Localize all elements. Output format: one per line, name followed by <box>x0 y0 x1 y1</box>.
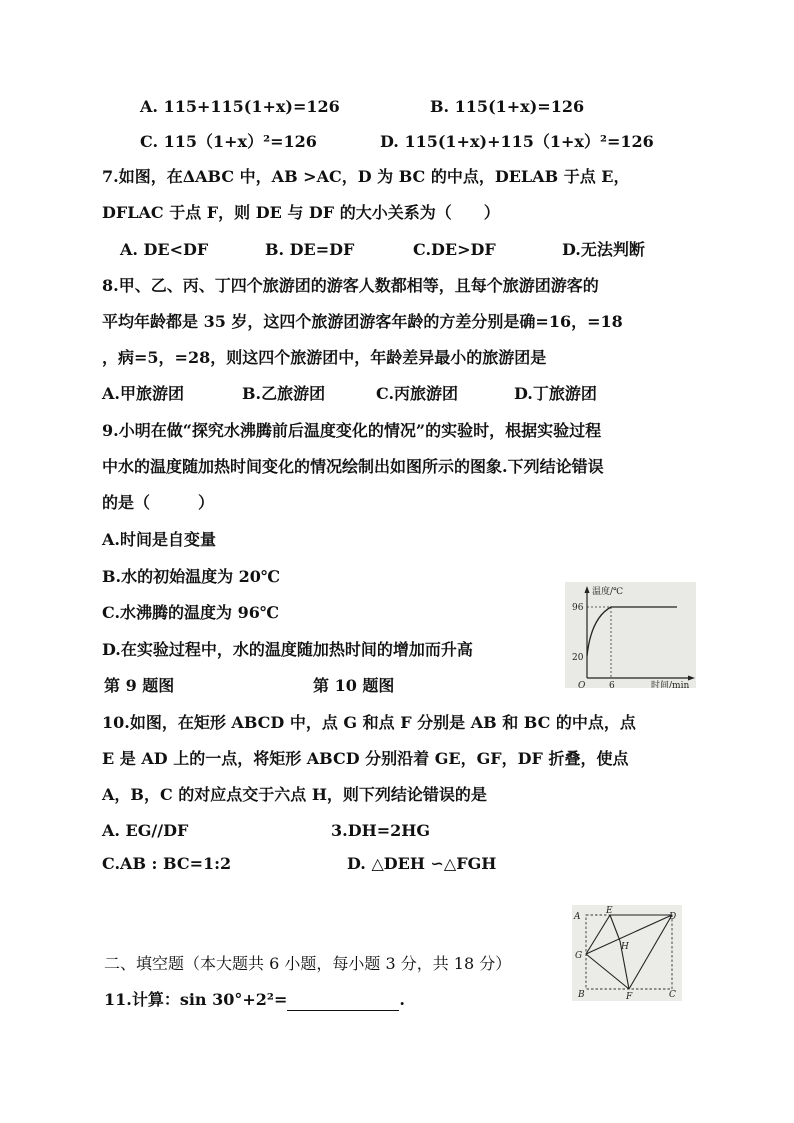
q7-option-c: C.DE>DF <box>413 240 496 259</box>
line-gf <box>586 954 629 989</box>
q8-option-c: C.丙旅游团 <box>376 384 459 403</box>
q6-option-b: B. 115(1+x)=126 <box>430 97 585 116</box>
label-e: E <box>606 906 613 916</box>
q7-stem-line2: DFLAC 于点 F，则 DE 与 DF 的大小关系为（ ） <box>102 203 500 222</box>
q7-option-a: A. DE<DF <box>120 240 209 259</box>
fig9-caption: 第 9 题图 <box>104 676 175 695</box>
x-tick-6: 6 <box>609 681 615 688</box>
section-2-title: 二、填空题（本大题共 6 小题，每小题 3 分，共 18 分） <box>104 954 512 973</box>
q8-stem-line1: 8.甲、乙、丙、丁四个旅游团的游客人数都相等，且每个旅游团游客的 <box>102 276 599 295</box>
origin-label: O <box>578 681 586 688</box>
q9-stem-line2: 中水的温度随加热时间变化的情况绘制出如图所示的图象.下列结论错误 <box>102 457 604 476</box>
q8-stem-line3: ，病=5，=28，则这四个旅游团中，年龄差异最小的旅游团是 <box>102 348 547 367</box>
q10-option-c: C.AB : BC=1:2 <box>102 854 232 873</box>
q8-option-a: A.甲旅游团 <box>102 384 184 403</box>
rectangle-fold-svg <box>572 905 682 1001</box>
q7-stem-line1: 7.如图，在ΔABC 中，AB >AC，D 为 BC 的中点，DELAB 于点 E， <box>102 167 630 186</box>
q10-stem-line1: 10.如图，在矩形 ABCD 中，点 G 和点 F 分别是 AB 和 BC 的中点，点 <box>102 713 636 732</box>
q7-option-b: B. DE=DF <box>265 240 355 259</box>
q6-option-a: A. 115+115(1+x)=126 <box>140 97 340 116</box>
q11-stem <box>104 989 405 1011</box>
q10-option-d: D. △DEH ∽△FGH <box>347 854 497 873</box>
q9-option-d: D.在实验过程中，水的温度随加热时间的增加而升高 <box>102 640 473 659</box>
line-eh <box>610 915 620 941</box>
q10-stem-line2: E 是 AD 上的一点，将矩形 ABCD 分别沿着 GE，GF，DF 折叠，使点 <box>102 749 629 768</box>
rectangle-abcd <box>586 915 672 989</box>
line-df <box>629 915 672 989</box>
label-g: G <box>575 951 583 961</box>
q11-period: . <box>399 990 405 1009</box>
q9-stem-line3: 的是（ ） <box>102 493 215 512</box>
rectangle-fold-figure <box>572 905 682 1001</box>
y-tick-20: 20 <box>572 653 584 663</box>
q9-option-c: C.水沸腾的温度为 96℃ <box>102 603 280 622</box>
fig10-caption: 第 10 题图 <box>313 676 395 695</box>
label-f: F <box>626 992 633 1001</box>
q8-option-b: B.乙旅游团 <box>242 384 326 403</box>
q9-option-b: B.水的初始温度为 20℃ <box>102 567 281 586</box>
label-h: H <box>621 942 629 952</box>
q6-option-d: D. 115(1+x)+115（1+x）²=126 <box>380 132 654 151</box>
label-d: D <box>669 912 677 922</box>
y-tick-96: 96 <box>572 603 584 613</box>
q9-option-a: A.时间是自变量 <box>102 530 216 549</box>
q7-option-d: D.无法判断 <box>562 240 645 259</box>
q6-option-c: C. 115（1+x）²=126 <box>140 132 317 151</box>
q11-text: 11.计算：sin 30°+2²= <box>104 990 288 1009</box>
q10-stem-line3: A，B，C 的对应点交于六点 H，则下列结论错误的是 <box>102 785 487 804</box>
temperature-graph-svg <box>565 582 696 688</box>
label-c: C <box>669 990 676 1000</box>
q10-option-a: A. EG//DF <box>102 821 189 840</box>
y-axis-label: 温度/℃ <box>592 587 624 597</box>
q8-stem-line2: 平均年龄都是 35 岁，这四个旅游团游客年龄的方差分别是确=16，=18 <box>102 312 623 331</box>
x-axis-arrow <box>688 676 695 681</box>
line-gd <box>586 915 672 954</box>
temperature-graph-figure <box>565 582 696 688</box>
temperature-curve <box>587 607 677 656</box>
label-a: A <box>574 912 581 922</box>
q10-option-b: 3.DH=2HG <box>331 821 431 840</box>
q9-stem-line1: 9.小明在做“探究水沸腾前后温度变化的情况”的实验时，根据实验过程 <box>102 421 602 440</box>
y-axis-arrow <box>585 586 590 593</box>
q8-option-d: D.丁旅游团 <box>514 384 597 403</box>
x-axis-label: 时间/min <box>651 681 690 688</box>
q11-answer-blank <box>287 994 399 1011</box>
label-b: B <box>578 990 585 1000</box>
